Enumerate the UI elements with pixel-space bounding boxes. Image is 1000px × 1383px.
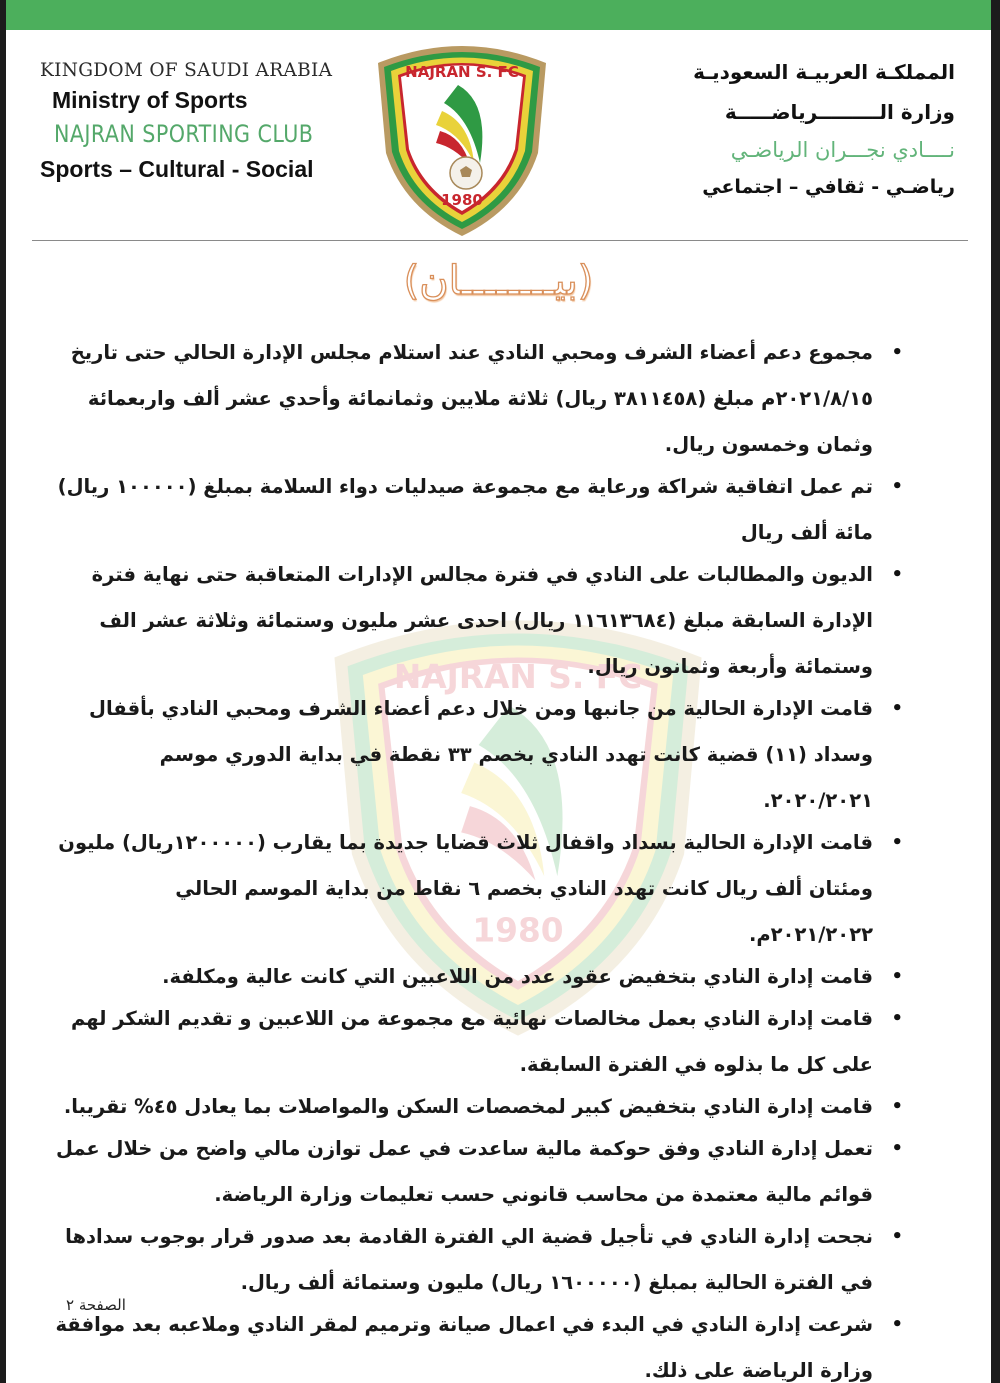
list-item-text: قامت إدارة النادي بتخفيض عقود عدد من اللاعبين التي كانت عالية ومكلفة. bbox=[162, 965, 873, 988]
tagline-en: Sports – Cultural - Social bbox=[40, 156, 314, 182]
header-arabic bbox=[655, 60, 955, 198]
list-item-text: قامت الإدارة الحالية من جانبها ومن خلال دعم أعضاء الشرف ومحبي النادي بأقفال وسداد (١١) قضية كانت تهدد النادي بخصم ٣٣ نقطة في بداية الدوري موسم ٢٠٢٠/٢٠٢١. bbox=[89, 697, 873, 812]
logo-year-text: 1980 bbox=[441, 191, 483, 209]
statement-title: (بيــــــــان) bbox=[403, 258, 594, 304]
page-number: الصفحة ٢ bbox=[66, 1296, 126, 1314]
bullet-icon: • bbox=[891, 1008, 903, 1029]
list-item bbox=[53, 996, 903, 1088]
bullet-icon: • bbox=[891, 1096, 903, 1117]
bullet-icon: • bbox=[891, 564, 903, 585]
bullet-icon: • bbox=[891, 966, 903, 987]
watermark-name-text: NAJRAN S. FC bbox=[393, 658, 643, 697]
club-logo-icon bbox=[370, 33, 554, 238]
statement-list bbox=[53, 330, 903, 1383]
list-item bbox=[53, 954, 903, 1000]
list-item bbox=[53, 552, 903, 690]
list-item-text: الديون والمطالبات على النادي في فترة مجالس الإدارات المتعاقبة حتى نهاية فترة الإدارة السابقة مبلغ (١١٦١٣٦٨٤ ريال) احدى عشر مليون وستمائة وثلاثة عشر الف وستمائة وأربعة وثمانون ريال. bbox=[91, 563, 873, 678]
list-item bbox=[53, 1126, 903, 1218]
list-item-text: شرعت إدارة النادي في البدء في اعمال صيانة وترميم لمقر النادي وملاعبه بعد موافقة وزارة الرياضة على ذلك. bbox=[55, 1313, 873, 1382]
list-item-text: تم عمل اتفاقية شراكة ورعاية مع مجموعة صيدليات دواء السلامة بمبلغ (١٠٠٠٠٠ ريال) مائة ألف ريال bbox=[57, 475, 873, 544]
logo-name-text: NAJRAN S. FC bbox=[405, 63, 519, 81]
list-item-text: تعمل إدارة النادي وفق حوكمة مالية ساعدت في عمل توازن مالي واضح من خلال عمل قوائم مالية معتمدة من محاسب قانوني حسب تعليمات وزارة الرياضة. bbox=[55, 1137, 873, 1206]
list-item bbox=[53, 464, 903, 556]
list-item-text: نجحت إدارة النادي في تأجيل قضية الي الفترة القادمة بعد صدور قرار بوجوب سدادها في الفترة الحالية بمبلغ (١٦٠٠٠٠٠ ريال) مليون وستمائة ألف ريال. bbox=[65, 1225, 873, 1294]
bullet-icon: • bbox=[891, 1226, 903, 1247]
club-name-en: NAJRAN SPORTING CLUB bbox=[54, 120, 314, 148]
ministry-label-en: Ministry of Sports bbox=[52, 87, 248, 113]
bullet-icon: • bbox=[891, 342, 903, 363]
list-item bbox=[53, 330, 903, 468]
kingdom-label-ar: المملكـة العربيـة السعوديـة bbox=[693, 60, 955, 84]
list-item-text: قامت الإدارة الحالية بسداد واقفال ثلاث قضايا جديدة بما يقارب (١٢٠٠٠٠٠ريال) مليون ومئتان ألف ريال كانت تهدد النادي بخصم ٦ نقاط من بداية الموسم الحالي ٢٠٢١/٢٠٢٢م. bbox=[58, 831, 873, 946]
bullet-icon: • bbox=[891, 1138, 903, 1159]
tagline-ar: رياضـي - ثقافي – اجتماعي bbox=[702, 176, 955, 198]
bullet-icon: • bbox=[891, 1314, 903, 1335]
list-item-text: مجموع دعم أعضاء الشرف ومحبي النادي عند استلام مجلس الإدارة الحالي حتى تاريخ ٢٠٢١/٨/١٥م مبلغ (٣٨١١٤٥٨ ريال) ثلاثة ملايين وثمانمائة وأحدي عشر ألف واربعمائة وثمان وخمسون ريال. bbox=[70, 341, 873, 456]
list-item bbox=[53, 820, 903, 958]
bullet-icon: • bbox=[891, 476, 903, 497]
header-divider bbox=[32, 240, 968, 241]
top-green-bar bbox=[6, 0, 991, 30]
list-item-text: قامت إدارة النادي بتخفيض كبير لمخصصات السكن والمواصلات بما يعادل ٤٥% تقريبا. bbox=[63, 1095, 873, 1118]
ministry-label-ar: وزارة الـــــــــرياضـــــة bbox=[724, 100, 955, 124]
kingdom-label-en: KINGDOM OF SAUDI ARABIA bbox=[40, 60, 333, 81]
watermark-year-text: 1980 bbox=[472, 911, 564, 950]
list-item bbox=[53, 686, 903, 824]
club-name-ar: نــــادي نجـــران الرياضـي bbox=[730, 138, 955, 162]
document-page bbox=[6, 0, 991, 1383]
list-item bbox=[53, 1214, 903, 1306]
list-item-text: قامت إدارة النادي بعمل مخالصات نهائية مع مجموعة من اللاعبين و تقديم الشكر لهم على كل ما بذلوه في الفترة السابقة. bbox=[70, 1007, 873, 1076]
header-english bbox=[40, 60, 370, 183]
bullet-icon: • bbox=[891, 832, 903, 853]
list-item bbox=[53, 1302, 903, 1383]
list-item bbox=[53, 1084, 903, 1130]
bullet-icon: • bbox=[891, 698, 903, 719]
